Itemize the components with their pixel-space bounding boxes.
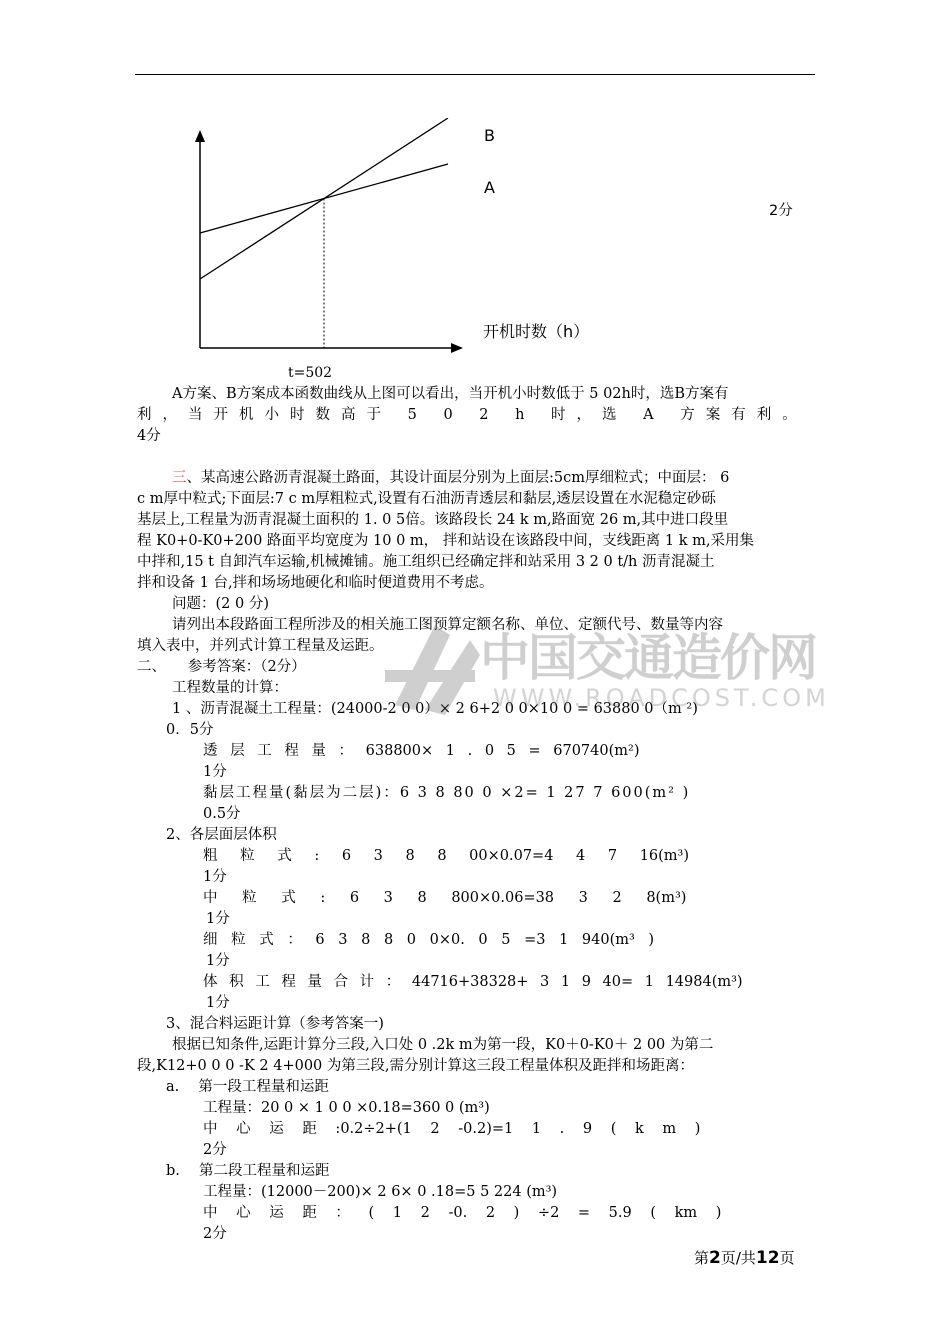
text-line: 3、混合料运距计算（参考答案一)	[166, 1016, 384, 1032]
current-page-number: 2	[709, 1248, 721, 1268]
text-line: 利，当开机小时数高于 5 0 2 h 时，选 A 方案有利。	[137, 407, 808, 423]
text-line: 工程量：(12000－200)× 2 6× 0 .18=5 5 224 (m³)	[203, 1184, 558, 1200]
text-line: 1分	[203, 869, 227, 885]
text-line: 二、 参考答案：（2分）	[137, 659, 306, 675]
cost-function-chart	[180, 118, 620, 380]
footer-text: 页	[779, 1249, 795, 1267]
text-line: 程 K0+0-K0+200 路面平均宽度为 10 0 m， 拌和站设在该路段中间，支线距离 1 k m,采用集	[137, 533, 754, 549]
text-line: 段,K12+0 0 0 -K 2 4+000 为第三段,需分别计算这三段工程量体积及距拌和场距离：	[137, 1058, 694, 1074]
text-line: 体 积 工 程 量 合 计 ： 44716+38328+ 3 1 9 40= 1 14984(m³)	[203, 974, 743, 990]
chart-score: 2分	[769, 203, 793, 219]
text-line: 中 粒 式 : 6 3 8 800×0.06=38 3 2 8(m³)	[203, 890, 687, 906]
text-line: 4分	[137, 428, 161, 444]
page-footer	[694, 1247, 795, 1268]
text-line: c m厚中粒式;下面层:7 c m厚粗粒式,设置有石油沥青透层和黏层,透层设置在水泥稳定砂砾	[137, 491, 716, 507]
text-line: 请列出本段路面工程所涉及的相关施工图预算定额名称、单位、定额代号、数量等内容	[172, 617, 723, 633]
total-page-count: 12	[755, 1248, 780, 1268]
text-line: A方案、B方案成本函数曲线从上图可以看出，当开机小时数低于 5 02h时，选B方案有	[172, 386, 729, 402]
text-line: 中 心 运 距 :0.2÷2+(1 2 -0.2)=1 1 . 9 ( k m )	[203, 1121, 701, 1137]
text-line: 2分	[203, 1226, 227, 1242]
text-line: 0.5分	[203, 806, 241, 822]
text-line: 工程数量的计算：	[172, 680, 288, 696]
text-line: 基层上,工程量为沥青混凝土面积的 1. 0 5倍。该路段长 24 k m,路面宽 26 m,其中进口段里	[137, 512, 729, 528]
text-line: 1分	[206, 953, 230, 969]
watermark-title: 中国交通造价网	[480, 629, 816, 687]
text-line: 2、各层面层体积	[166, 827, 277, 843]
text-line: 问题：(2 0 分)	[172, 596, 269, 612]
text-line: 拌和设备 1 台,拌和场场地硬化和临时便道费用不考虑。	[137, 575, 494, 591]
text-line: 透 层 工 程 量 ： 638800× 1 . 0 5 = 670740(m²)	[203, 743, 640, 759]
text-line: 0．5分	[166, 722, 214, 738]
text-line: 2分	[203, 1142, 227, 1158]
footer-text: 页/共	[720, 1249, 756, 1267]
series-label-B: B	[484, 126, 495, 145]
text-line: a. 第一段工程量和运距	[166, 1079, 329, 1095]
text-line: 1 、沥青混凝土工程量：(24000-2 0 0）× 2 6+2 0 0×10 0 = 63880 0（m ²)	[172, 701, 698, 717]
text-line: 黏层工程量(黏层为二层)：6 3 8 80 0 ×2= 1 27 7 600(m² )	[203, 785, 691, 801]
text-line: 中拌和,15 t 自卸汽车运输,机械摊铺。施工组织已经确定拌和站采用 3 2 0 t/h 沥青混凝土	[137, 554, 715, 570]
watermark-subtitle: WWW.ROADCOST.COM	[493, 684, 830, 712]
text-line: 、某高速公路沥青混凝土路面，其设计面层分别为上面层:5cm厚细粒式；中面层： 6	[186, 470, 730, 486]
y-axis-arrow	[195, 130, 205, 142]
text-line: 粗 粒 式 : 6 3 8 8 00×0.07=4 4 7 16(m³)	[203, 848, 690, 864]
text-line: 工程量：20 0 × 1 0 0 ×0.18=360 0 (m³)	[203, 1100, 490, 1116]
text-line: 1分	[203, 764, 227, 780]
text-line: 1分	[206, 911, 230, 927]
header-rule	[135, 74, 815, 75]
section-number: 三	[172, 470, 187, 486]
x-axis-arrow	[451, 343, 463, 353]
footer-text: 第	[694, 1249, 710, 1267]
series-label-A: A	[484, 178, 495, 197]
text-line: 细 粒 式 ： 6 3 8 8 0 0×0. 0 5 =3 1 940(m³ )	[203, 932, 655, 948]
text-line: 根据已知条件,运距计算分三段,入口处 0 .2k m为第一段，K0＋0-K0＋ 2 00 为第二	[172, 1037, 714, 1053]
text-line: 填入表中，并列式计算工程量及运距。	[137, 638, 384, 654]
text-line: b. 第二段工程量和运距	[166, 1163, 330, 1179]
question-title	[172, 468, 729, 488]
text-line: 1分	[206, 995, 230, 1011]
intersection-label: t=502	[288, 365, 333, 380]
text-line: 中 心 运 距 ： ( 1 2 -0. 2 ) ÷2 = 5.9 ( km )	[203, 1205, 722, 1221]
x-axis-label: 开机时数（h）	[483, 322, 590, 341]
